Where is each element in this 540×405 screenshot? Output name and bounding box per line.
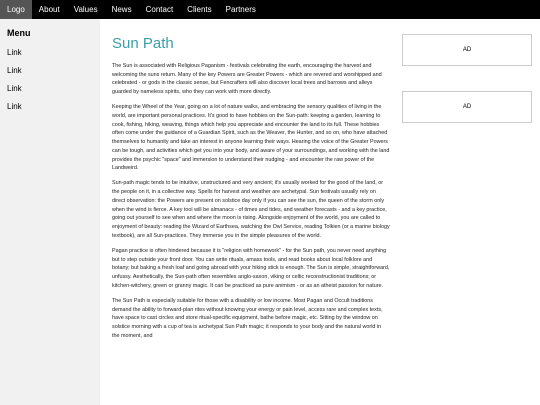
- ad-box-1[interactable]: AD: [402, 34, 532, 66]
- top-navigation: [0, 0, 540, 19]
- nav-logo[interactable]: Logo: [0, 0, 32, 19]
- sidebar-link-3[interactable]: Link: [7, 84, 22, 93]
- nav-values[interactable]: Values: [73, 5, 98, 14]
- ad-box-2[interactable]: AD: [402, 91, 532, 123]
- nav-clients[interactable]: Clients: [187, 5, 212, 14]
- sidebar: [0, 19, 100, 405]
- nav-news[interactable]: News: [111, 5, 132, 14]
- paragraph-1: The Sun is associated with Religious Paganism - festivals celebrating the earth, encouraging the harvest and welcoming the suns return. Many of the key Powers are Greater Powers - which are revered and worshipped and celebrated - or gods in the classic sense, but Fencrafters will also discover local trees and barrows and alleys guarded by nameless spirits, who they can work with more directly.: [112, 63, 382, 96]
- nav-about[interactable]: About: [38, 5, 60, 14]
- main-content: [112, 19, 390, 405]
- sidebar-title: Menu: [7, 28, 31, 38]
- page-title: Sun Path: [112, 35, 174, 52]
- sidebar-link-2[interactable]: Link: [7, 66, 22, 75]
- paragraph-4: Pagan practice is often hindered because it is "religion with homework" - for the Sun path, you never need anything but to step outside your front door. You can write rituals, amass tools, and read books about local folklore and botany; but baking a fresh loaf and going abroad with your hiking stick is enough. The Sun is simple, straightforward, unfussy. Aesthetically, the Sun-path often resembles anglo-saxon, viking or celtic reconstructionist traditions; or kitchen-witchery, green or granny magic. It can be practiced as pure animism - or as an atheist passion for nature.: [112, 247, 390, 289]
- sidebar-link-4[interactable]: Link: [7, 102, 22, 111]
- sidebar-link-1[interactable]: Link: [7, 48, 22, 57]
- paragraph-5: The Sun Path is especially suitable for those with a disability or low income. Most Pagan and Occult traditions demand the ability to forward-plan rites without knowing your energy or pain level, access rare and complex texts, have space to cast circles and store ritual-specific equipment, bathe before magic, etc. Sitting by the window on solstice morning with a cup of tea is archetypal Sun Path magic; it responds to your body and the natural world in the moment, and: [112, 297, 383, 339]
- right-column: [402, 34, 532, 148]
- paragraph-2: Keeping the Wheel of the Year, going on a lot of nature walks, and embracing the sensory qualities of living in the world, are important personal practices. It's good to have hobbies on the Sun-path: keeping a garden, learning to cook, fishing, hiking, weaving, things which help you appreciate and encounter the land to its full. These hobbies often come under the guidance of a Guardian Spirit, such as the Weaver, the Hunter, and so on, who have attached themselves to humanity and take an interest in anyone learning their ways. Hearing the voice of the Greater Powers can be tough, and activities which get you into your body, and aware of your surroundings, and working with the land provides the psychic "space" and immersion to understand their nudging - and encounter the raw power of the Landweird.: [112, 104, 390, 172]
- paragraph-3: Sun-path magic tends to be intuitive, unstructured and very ancient; it's usually worked for the good of the land, or the people on it, in a collective way. Spells for harvest and weather are archetypal. Sun festivals usually rely on direct observation: the Powers are present on solstice day only if you can see the sun, the queen of the storm only when the wind is fierce. A key tool will be almanacs - of times and tides, and weather forecasts - and a key practice, going out yourself to see when and where the moon is rising. Alongside enjoyment of the world, you are called to enjoyment of beauty: reading the Wizard of Earthsea, watching the Owl Service, reading Tolkien (or a marine biology textbook), are all Sun-practices. They immerse you in the simple pleasures of the world.: [112, 180, 390, 239]
- nav-partners[interactable]: Partners: [225, 5, 256, 14]
- nav-contact[interactable]: Contact: [145, 5, 174, 14]
